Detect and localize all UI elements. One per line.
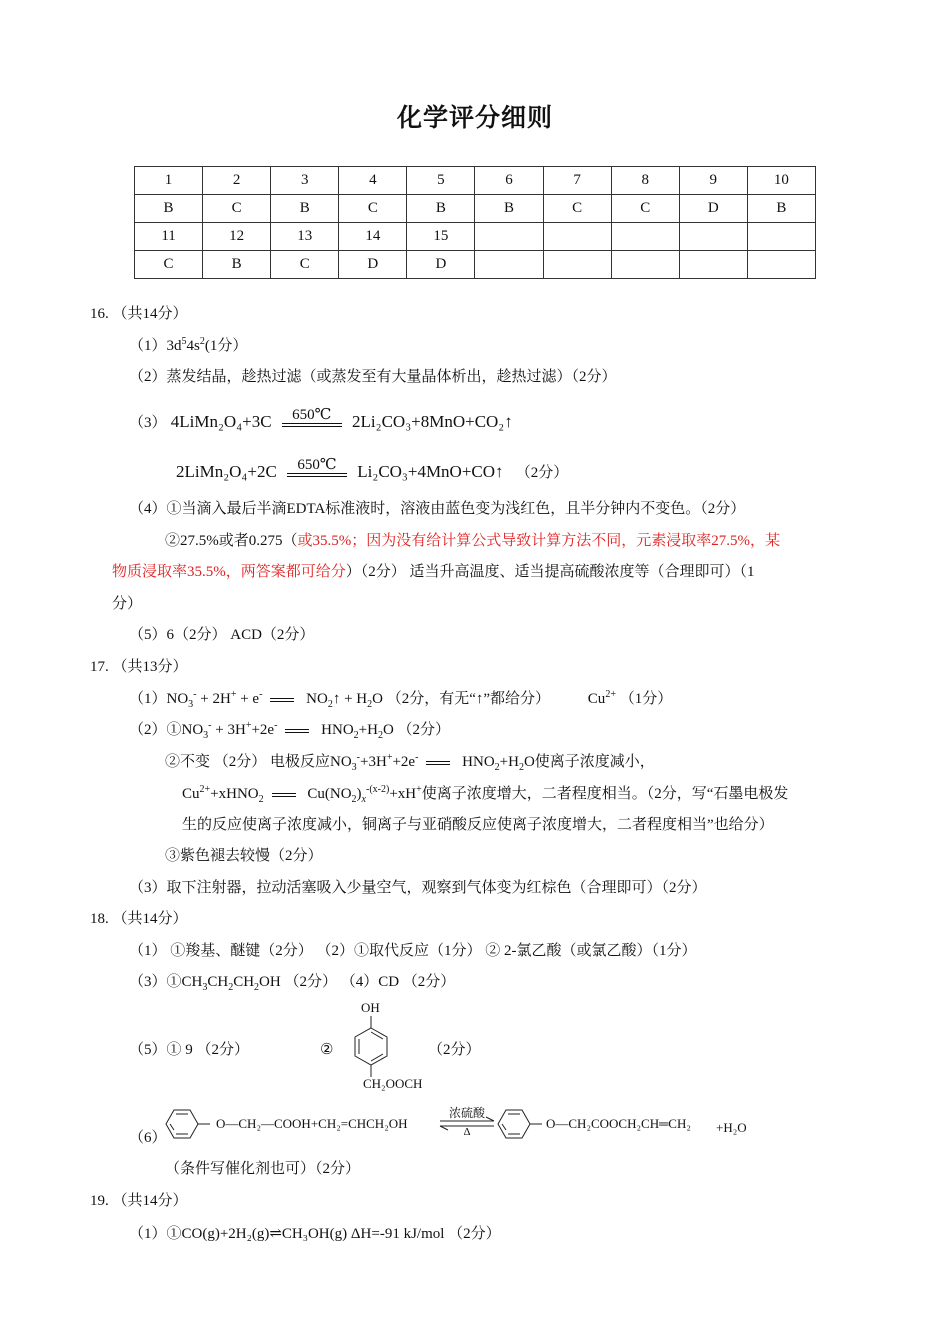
table-cell: C — [271, 251, 339, 279]
table-cell — [543, 251, 611, 279]
table-cell: 10 — [747, 167, 815, 195]
table-cell: 2 — [203, 167, 271, 195]
table-cell — [475, 251, 543, 279]
q17-part2-5: ③紫色褪去较慢（2分） — [165, 848, 323, 864]
page-title: 化学评分细则 — [396, 103, 553, 132]
table-cell: 7 — [543, 167, 611, 195]
answer-table — [134, 166, 816, 279]
benzene-ring-icon — [164, 1106, 204, 1146]
table-row — [135, 167, 816, 195]
q18-part1-2: （1） ①羧基、醚键（2分） （2）①取代反应（1分） ② 2-氯乙酸（或氯乙酸）（1分） — [129, 943, 697, 959]
table-cell: D — [679, 195, 747, 223]
table-cell: 9 — [679, 167, 747, 195]
table-cell — [475, 223, 543, 251]
benzene-structure-q18-5: OH CH₂OOCH — [345, 1000, 435, 1095]
q17-header: 17. （共13分） — [90, 659, 188, 675]
table-cell — [611, 223, 679, 251]
q18-part5-2-score: （2分） — [428, 1042, 481, 1058]
table-cell: B — [271, 195, 339, 223]
table-cell: 5 — [407, 167, 475, 195]
table-cell: B — [135, 195, 203, 223]
q18-part5-1: （5）① 9 （2分） — [129, 1042, 250, 1058]
condition-arrow: 650℃ — [282, 421, 342, 427]
table-row — [135, 195, 816, 223]
table-cell: B — [747, 195, 815, 223]
q17-part2-2: ②不变 （2分） 电极反应$NO_3^-+3H^++2e^-$ $HNO_2+H_2O$使离子浓度减小， — [165, 752, 655, 773]
table-cell: C — [339, 195, 407, 223]
q16-header: 16. （共14分） — [90, 306, 188, 322]
condition-arrow: 650℃ — [287, 471, 347, 477]
q16-part3-eq2: 2LiMn₂O₄+2C 650℃ Li₂CO₃+4MnO+CO↑ （2分） — [176, 457, 569, 481]
table-cell: D — [407, 251, 475, 279]
q18-part6-note: （条件写催化剂也可）（2分） — [165, 1161, 361, 1177]
table-cell: C — [203, 195, 271, 223]
table-cell: 13 — [271, 223, 339, 251]
table-cell — [679, 251, 747, 279]
highlight-note: 或35.5%；因为没有给计算公式导致计算方法不同，元素浸取率27.5%，某 — [297, 533, 780, 549]
reversible-arrow-icon: 浓硫酸 Δ — [440, 1114, 494, 1134]
q16-part4-2-cont2: 分） — [112, 596, 143, 612]
table-cell: B — [475, 195, 543, 223]
table-cell — [747, 223, 815, 251]
table-cell — [543, 223, 611, 251]
q16-part3-eq1: （3） 4LiMn₂O₄+3C 650℃ 2Li₂CO₃+8MnO+CO₂↑ — [129, 407, 513, 431]
table-cell: B — [203, 251, 271, 279]
q17-part2-1: $(2)①NO_3^- + 3H^++2e^-$ $HNO_2+H_2O$ （2分） — [129, 720, 451, 741]
q19-part1: （1）①CO(g)+2H₂(g)⇌CH₃OH(g) ΔH=-91 kJ/mol （2分） — [129, 1226, 501, 1242]
table-cell: 4 — [339, 167, 407, 195]
table-cell: B — [407, 195, 475, 223]
q18-part5-2-label: ② — [320, 1042, 334, 1058]
q17-part2-3: $Cu^{2+}+xHNO_2$ $Cu(NO_2)_x^{-(x-2)}+xH^+$使离子浓度增大，二者程度相当。（2分，写“石墨电极发 — [182, 784, 789, 805]
q16-part4-1: （4）①当滴入最后半滴EDTA标准液时，溶液由蓝色变为浅红色，且半分钟内不变色。（2分） — [129, 501, 746, 517]
table-row — [135, 251, 816, 279]
table-cell — [611, 251, 679, 279]
table-cell: C — [135, 251, 203, 279]
table-cell: 11 — [135, 223, 203, 251]
q16-part5: （5）6（2分） ACD（2分） — [129, 627, 315, 643]
table-cell: 8 — [611, 167, 679, 195]
q18-part6-label: （6） — [129, 1130, 167, 1146]
highlight-note: 物质浸取率35.5%，两答案都可给分 — [112, 564, 346, 580]
q18-part3-4: $(3)①CH_3CH_2CH_2OH$ （2分） （4）CD （2分） — [129, 974, 456, 993]
q17-part3: （3）取下注射器，拉动活塞吸入少量空气，观察到气体变为红棕色（合理即可）（2分） — [129, 880, 707, 896]
table-cell — [747, 251, 815, 279]
q16-part2: （2）蒸发结晶，趁热过滤（或蒸发至有大量晶体析出，趁热过滤）（2分） — [129, 369, 617, 385]
q17-part2-4: 生的反应使离子浓度减小，铜离子与亚硝酸反应使离子浓度增大，二者程度相当”也给分） — [182, 817, 774, 833]
table-cell: C — [543, 195, 611, 223]
table-cell: 6 — [475, 167, 543, 195]
table-cell: 1 — [135, 167, 203, 195]
table-row — [135, 223, 816, 251]
table-cell: 12 — [203, 223, 271, 251]
q19-header: 19. （共14分） — [90, 1193, 188, 1209]
table-cell: 15 — [407, 223, 475, 251]
table-cell: 3 — [271, 167, 339, 195]
benzene-ring-icon — [496, 1106, 536, 1146]
q16-part4-2-cont: 物质浸取率35.5%，两答案都可给分）（2分） 适当升高温度、适当提高硫酸浓度等（合理即可）（1 — [112, 564, 755, 580]
table-cell — [679, 223, 747, 251]
table-cell: 14 — [339, 223, 407, 251]
table-cell: C — [611, 195, 679, 223]
q17-part1: $(1)NO_3^- + 2H^+ + e^-$ $NO_2↑ + H_2O$ （2分，有无“↑”都给分） $Cu^{2+}$ （1分） — [129, 689, 673, 710]
q18-part6-equation: O—CH₂—COOH+CH₂=CHCH₂OH 浓硫酸 Δ O—CH₂COOCH₂CH═CH₂ +H₂O — [160, 1100, 760, 1150]
q18-header: 18. （共14分） — [90, 911, 188, 927]
q16-part1: $(1)3d^54s^2(1$分） — [129, 336, 248, 354]
q16-part4-2: ②27.5%或者0.275（或35.5%；因为没有给计算公式导致计算方法不同，元素浸取率27.5%，某 — [165, 533, 780, 549]
table-cell: D — [339, 251, 407, 279]
